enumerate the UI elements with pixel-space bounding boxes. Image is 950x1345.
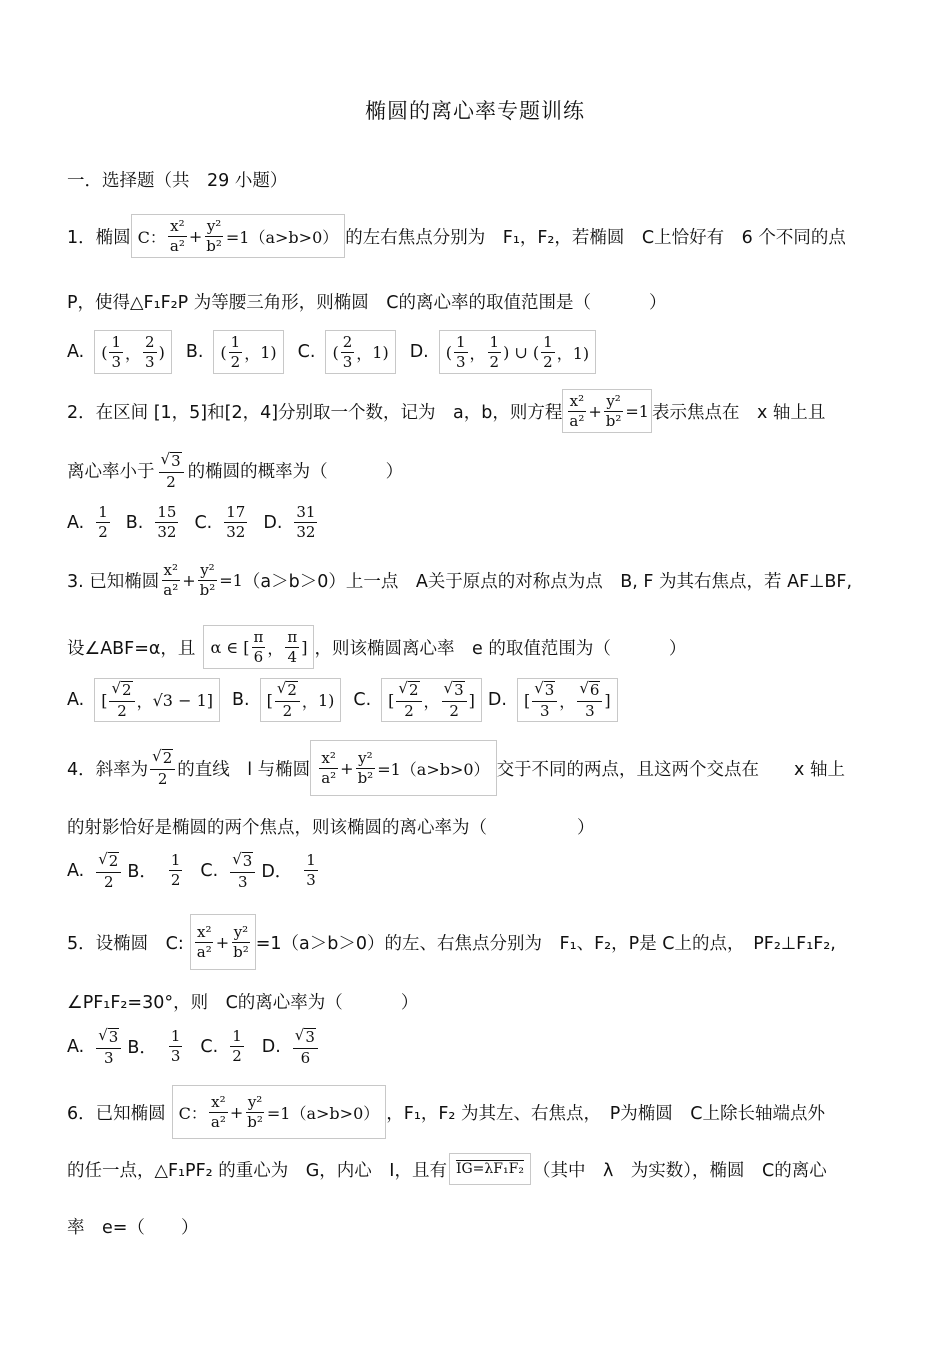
option-c[interactable]: C. √ 3 3 [200, 852, 257, 890]
question-1-line-2: P，使得△F₁F₂P 为等腰三角形，则椭圆 C的离心率的取值范围是（ ） [67, 293, 667, 313]
question-2-line-2: 离心率小于 √ 3 2 的椭圆的概率为（ ） [67, 450, 404, 491]
question-1-line-1: 1．椭圆 C： $\frac{\text{x²}}{\text{a²}}$ + $\frac{\text{y²}}{\text{b²}}$ =1（a>b>0） 的左右焦点分别为 F₁，F₂，若椭圆 C上恰好有 6 个不同的点 [67, 214, 846, 258]
page-title: 椭圆的离心率专题训练 [365, 99, 585, 123]
option-c[interactable]: C. ( $\frac{2}{3}$ ， 1) [298, 330, 396, 374]
question-3-options [67, 678, 618, 722]
option-d[interactable]: D. $\frac{31}{32}$ [263, 503, 316, 541]
option-a[interactable]: A. $\frac{1}{2}$ [67, 503, 108, 541]
sqrt2-over-2: √ 2 2 [148, 749, 177, 787]
question-6-line-1: 6．已知椭圆 C： $\frac{\text{x²}}{\text{a²}}$ + $\frac{\text{y²}}{\text{b²}}$ =1（a>b>0） ，F₁，F₂ 为其左、右焦点， P为椭圆 C上除长轴端点外 [67, 1085, 825, 1139]
question-4-line-1: 4．斜率为 √ 2 2 的直线 l 与椭圆 $\frac{\text{x²}}{\text{a²}}$ + $\frac{\text{y²}}{\text{b²}}$ =1（a>b>0） 交于不同的两点，且这两个交点在 x 轴上 [67, 740, 845, 796]
q6-ellipse-equation: C： $\frac{\text{x²}}{\text{a²}}$ + $\frac{\text{y²}}{\text{b²}}$ =1（a>b>0） [172, 1085, 387, 1139]
alpha-range: α ∈ [ $\frac{\pi}{6}$ ， $\frac{\pi}{4}$ ] [203, 625, 314, 669]
q1-ellipse-equation: C： $\frac{\text{x²}}{\text{a²}}$ + $\frac{\text{y²}}{\text{b²}}$ =1（a>b>0） [131, 214, 346, 258]
q3-equation: $\frac{\text{x²}}{\text{a²}}$ + $\frac{\text{y²}}{\text{b²}}$ =1 [163, 561, 243, 599]
vector-equation: IG=λF₁F₂ [449, 1153, 531, 1185]
q4-ellipse-equation: $\frac{\text{x²}}{\text{a²}}$ + $\frac{\text{y²}}{\text{b²}}$ =1（a>b>0） [310, 740, 496, 796]
option-b[interactable]: B. ( $\frac{1}{2}$ ， 1) [186, 330, 284, 374]
question-5-line-1: 5．设椭圆 C: $\frac{\text{x²}}{\text{a²}}$ + $\frac{\text{y²}}{\text{b²}}$ =1（a＞b＞0）的左、右焦点分别为 F₁、F₂，P是 C上的点， PF₂⊥F₁F₂, [67, 914, 836, 970]
option-c[interactable]: C. $\frac{17}{32}$ [194, 503, 246, 541]
question-6-line-3: 率 e=（ ） [67, 1218, 199, 1238]
question-4-line-2: 的射影恰好是椭圆的两个焦点，则该椭圆的离心率为（ ） [67, 818, 595, 838]
option-a[interactable]: A. [ √ 2 2 ， √3 − 1] [67, 678, 220, 722]
question-1-options [67, 330, 596, 374]
q2-equation: $\frac{\text{x²}}{\text{a²}}$ + $\frac{\text{y²}}{\text{b²}}$ =1 [562, 389, 652, 433]
option-b[interactable]: B． $\frac{1}{3}$ [127, 1027, 181, 1066]
fraction: $\frac{\text{y²}}{\text{b²}}$ [206, 216, 222, 255]
question-2-line-1: 2．在区间 [1，5]和[2，4]分别取一个数，记为 a，b，则方程 $\frac{\text{x²}}{\text{a²}}$ + $\frac{\text{y²}}{\text{b²}}$ =1 表示焦点在 x 轴上且 [67, 389, 825, 433]
q5-ellipse-equation: $\frac{\text{x²}}{\text{a²}}$ + $\frac{\text{y²}}{\text{b²}}$ [190, 914, 256, 970]
option-b[interactable]: B. $\frac{15}{32}$ [125, 503, 177, 541]
question-3-line-1: 3. 已知椭圆 $\frac{\text{x²}}{\text{a²}}$ + $\frac{\text{y²}}{\text{b²}}$ =1 （a＞b＞0）上一点 A关于原点的对称点为点 B, F 为其右焦点，若 AF⊥BF, [67, 561, 853, 599]
question-3-line-2: 设∠ABF=α，且 α ∈ [ $\frac{\pi}{6}$ ， $\frac{\pi}{4}$ ] ，则该椭圆离心率 e 的取值范围为（ ） [67, 625, 686, 669]
option-a[interactable]: A. ( $\frac{1}{3}$ ， $\frac{2}{3}$ ) [67, 330, 172, 374]
option-d[interactable]: D. [ √ 3 3 ， √ 6 3 ] [488, 678, 618, 722]
option-a[interactable]: A. √ 2 2 [67, 852, 123, 890]
option-d[interactable]: D. ( $\frac{1}{3}$ ， $\frac{1}{2}$ ) ∪ ( $\frac{1}{2}$ ，1) [410, 330, 596, 374]
question-5-options [67, 1028, 320, 1066]
fraction: $\frac{\text{x²}}{\text{a²}}$ [169, 216, 185, 255]
option-c[interactable]: C. $\frac{1}{2}$ [200, 1027, 242, 1066]
section-heading: 一．选择题（共 29 小题） [67, 171, 288, 191]
question-5-line-2: ∠PF₁F₂=30°，则 C的离心率为（ ） [67, 993, 419, 1013]
question-2-options [67, 505, 319, 540]
question-6-line-2: 的任一点，△F₁PF₂ 的重心为 G，内心 I，且有 IG=λF₁F₂ （其中 λ 为实数），椭圆 C的离心 [67, 1153, 827, 1185]
option-a[interactable]: A. √ 3 3 [67, 1028, 123, 1066]
sqrt3-over-2: √ 3 2 [157, 452, 186, 490]
option-d[interactable]: D． $\frac{1}{3}$ [261, 851, 316, 890]
option-c[interactable]: C. [ √ 2 2 ， √ 3 2 ] [353, 678, 482, 722]
option-b[interactable]: B. [ √ 2 2 ， 1) [232, 678, 341, 722]
option-d[interactable]: D. √ 3 6 [262, 1028, 320, 1066]
option-b[interactable]: B． $\frac{1}{2}$ [127, 851, 181, 890]
question-4-options [67, 852, 320, 890]
